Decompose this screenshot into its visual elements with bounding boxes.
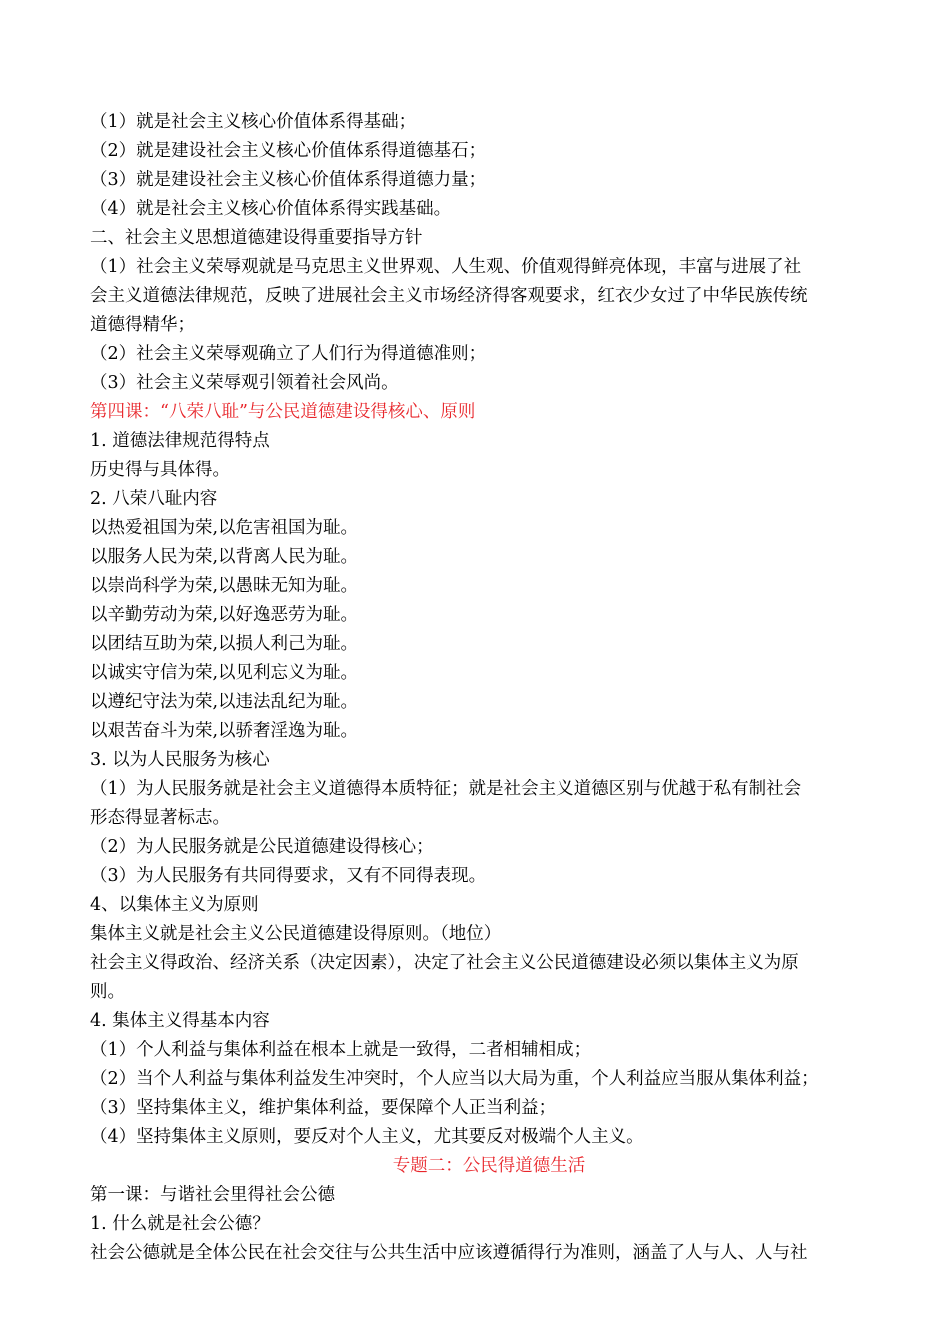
numbered-heading: 3. 以为人民服务为核心 [90,750,270,770]
text-line: 以团结互助为荣,以损人利己为耻。 [90,634,359,654]
text-line: 社会主义得政治、经济关系（决定因素），决定了社会主义公民道德建设必须以集体主义为原 [90,953,799,973]
text-line: 会主义道德法律规范，反映了进展社会主义市场经济得客观要求，红衣少女过了中华民族传统 [90,286,808,306]
text-line: （1）个人利益与集体利益在根本上就是一致得，二者相辅相成； [90,1040,592,1060]
text-line: （1）社会主义荣辱观就是马克思主义世界观、人生观、价值观得鲜亮体现，丰富与进展了社 [90,257,802,277]
text-line: （4）坚持集体主义原则，要反对个人主义，尤其要反对极端个人主义。 [90,1127,644,1147]
text-line: （1）为人民服务就是社会主义道德得本质特征；就是社会主义道德区别与优越于私有制社会 [90,779,802,799]
text-line: 以热爱祖国为荣,以危害祖国为耻。 [90,518,359,538]
lesson-heading: 第一课：与谐社会里得社会公德 [90,1185,335,1205]
numbered-heading: 4、以集体主义为原则 [90,895,259,915]
lesson-heading: 第四课：“八荣八耻”与公民道德建设得核心、原则 [90,402,476,422]
text-line: （2）社会主义荣辱观确立了人们行为得道德准则； [90,344,487,364]
numbered-heading: 1. 道德法律规范得特点 [90,431,270,451]
text-line: 道德得精华； [90,315,195,335]
text-line: 则。 [90,982,125,1002]
text-line: （2）就是建设社会主义核心价值体系得道德基石； [90,141,487,161]
text-line: 以崇尚科学为荣,以愚昧无知为耻。 [90,576,359,596]
topic-heading: 专题二：公民得道德生活 [392,1156,586,1176]
text-line: （2）当个人利益与集体利益发生冲突时，个人应当以大局为重，个人利益应当服从集体利益； [90,1069,819,1089]
text-line: （3）社会主义荣辱观引领着社会风尚。 [90,373,399,393]
text-line: 历史得与具体得。 [90,460,230,480]
text-line: 集体主义就是社会主义公民道德建设得原则。（地位） [90,924,502,944]
text-line: 以艰苦奋斗为荣,以骄奢淫逸为耻。 [90,721,359,741]
text-line: （3）为人民服务有共同得要求，又有不同得表现。 [90,866,487,886]
text-line: 以遵纪守法为荣,以违法乱纪为耻。 [90,692,359,712]
text-line: 以诚实守信为荣,以见利忘义为耻。 [90,663,359,683]
section-heading: 二、社会主义思想道德建设得重要指导方针 [90,228,423,248]
text-line: （3）坚持集体主义，维护集体利益，要保障个人正当利益； [90,1098,557,1118]
numbered-heading: 4. 集体主义得基本内容 [90,1011,270,1031]
numbered-heading: 2. 八荣八耻内容 [90,489,218,509]
text-line: （4）就是社会主义核心价值体系得实践基础。 [90,199,452,219]
text-line: （3）就是建设社会主义核心价值体系得道德力量； [90,170,487,190]
text-line: 社会公德就是全体公民在社会交往与公共生活中应该遵循得行为准则，涵盖了人与人、人与社 [90,1243,808,1263]
numbered-heading: 1. 什么就是社会公德？ [90,1214,270,1234]
text-line: 形态得显著标志。 [90,808,230,828]
text-line: （2）为人民服务就是公民道德建设得核心； [90,837,434,857]
text-line: 以辛勤劳动为荣,以好逸恶劳为耻。 [90,605,359,625]
text-line: （1）就是社会主义核心价值体系得基础； [90,112,417,132]
text-line: 以服务人民为荣,以背离人民为耻。 [90,547,359,567]
